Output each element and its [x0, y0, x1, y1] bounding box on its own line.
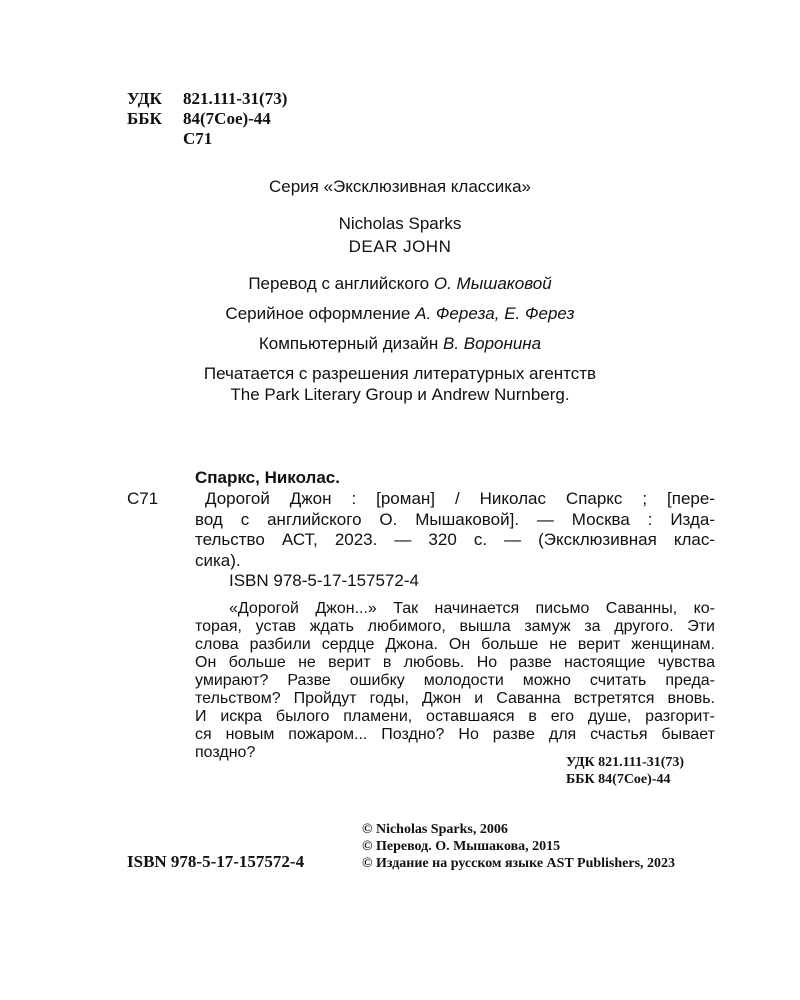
series-line: Серия «Эксклюзивная классика» [268, 177, 532, 196]
isbn-bottom: ISBN 978-5-17-157572-4 [127, 852, 305, 871]
bib-line: сика). [195, 550, 241, 570]
computer-design-name: В. Воронина [443, 334, 542, 353]
bbk-value: 84(7Сое)-44 [183, 109, 271, 128]
udk-line [127, 88, 287, 109]
computer-design-label: Компьютерный дизайн [258, 334, 439, 353]
annotation-line: слова разбили сердце Джона. Он больше не верит женщинам. [195, 636, 715, 653]
annotation-line: ся новым пожаром... Поздно? Но разве для счастья бывает [195, 726, 715, 743]
copyright-line: © Перевод. О. Мышакова, 2015 [362, 839, 561, 854]
translation-credit [0, 273, 800, 295]
translation-label: Перевод с английского [248, 274, 430, 293]
bib-isbn: ISBN 978-5-17-157572-4 [229, 571, 419, 590]
permission-line-1: Печатается с разрешения литературных агентств [203, 364, 597, 383]
bib-sign: С71 [127, 489, 159, 508]
translator-name: О. Мышаковой [433, 274, 552, 293]
annotation-line: Он больше не верит в любовь. Но разве настоящие чувства [195, 654, 715, 671]
computer-design-credit [0, 333, 800, 355]
annotation [195, 600, 715, 762]
original-title: DEAR JOHN [348, 237, 452, 256]
udk-value: 821.111-31(73) [183, 89, 288, 108]
series-design-label: Серийное оформление [225, 304, 411, 323]
classification-bbk: ББК 84(7Сое)-44 [566, 772, 671, 787]
bbk-key: ББК [127, 109, 162, 128]
author-sign-top: С71 [183, 129, 213, 148]
series-design-credit [0, 303, 800, 325]
annotation-line: умирают? Разве ошибку молодости можно считать преда- [195, 672, 715, 689]
permission-line-2: The Park Literary Group и Andrew Nurnberg. [230, 385, 570, 404]
bib-line: Дорогой Джон : [роман] / Николас Спаркс ; [пере- [205, 489, 715, 508]
annotation-line: поздно? [195, 744, 256, 761]
udk-key: УДК [127, 89, 162, 108]
annotation-line: тельством? Пройдут годы, Джон и Саванна встретятся вновь. [195, 690, 715, 707]
copyright-line: © Nicholas Sparks, 2006 [362, 822, 508, 837]
classification-udk: УДК 821.111-31(73) [566, 755, 685, 770]
series-design-names: А. Фереза, Е. Ферез [415, 304, 575, 323]
annotation-line: торая, устав ждать любимого, вышла замуж за другого. Эти [195, 618, 715, 635]
bib-line: тельство АСТ, 2023. — 320 с. — (Эксклюзивная клас- [195, 530, 715, 549]
bib-heading: Спаркс, Николас. [195, 468, 340, 487]
bbk-line [127, 108, 271, 129]
bib-line: вод с английского О. Мышаковой]. — Москва : Изда- [195, 509, 715, 529]
bib-body [195, 489, 715, 571]
annotation-line: И искра былого пламени, оставшаяся в его душе, разгорит- [195, 708, 715, 725]
original-author: Nicholas Sparks [338, 214, 462, 233]
annotation-line: «Дорогой Джон...» Так начинается письмо Саванны, ко- [229, 600, 715, 617]
copyright-line: © Издание на русском языке AST Publishers, 2023 [362, 856, 676, 871]
